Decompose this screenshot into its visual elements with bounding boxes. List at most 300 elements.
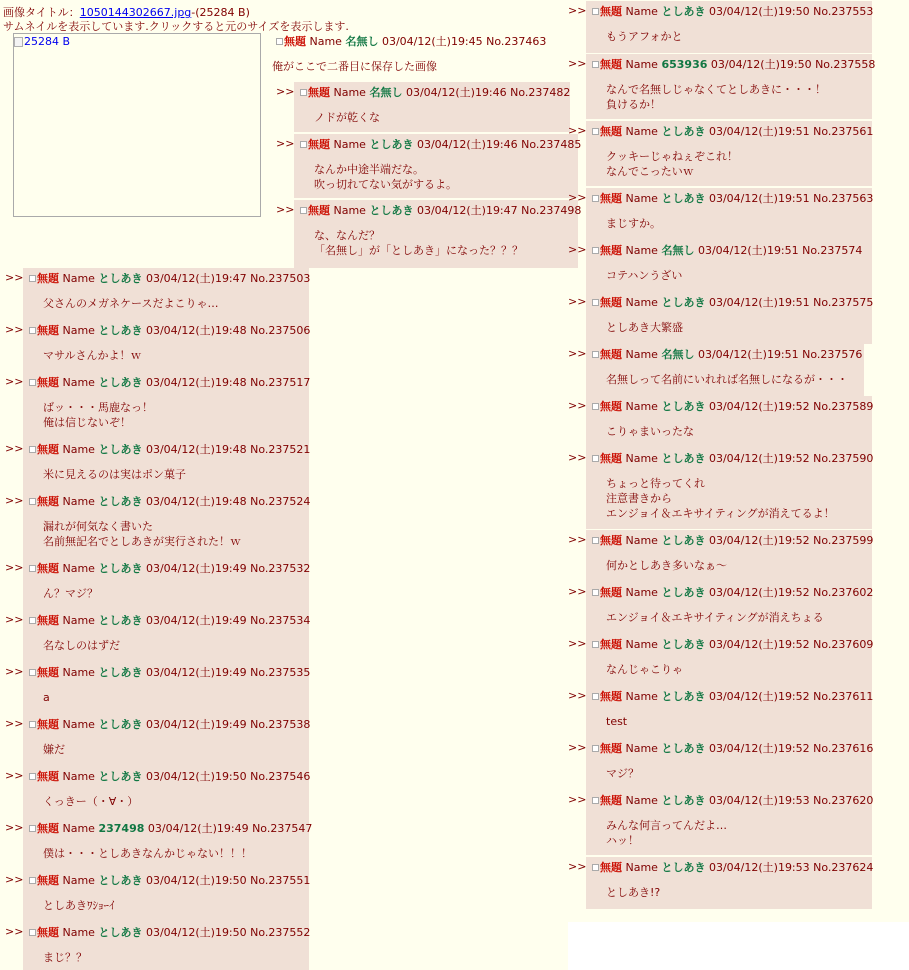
poster-name: としあき — [661, 861, 706, 874]
name-label: Name — [625, 296, 658, 309]
op-post-header — [276, 33, 546, 49]
reply-body-line: 注意書きから — [606, 492, 672, 505]
reply-box — [586, 738, 872, 790]
post-subject: 無題 — [600, 586, 622, 599]
name-label: Name — [625, 742, 658, 755]
image-filename-link[interactable]: 1050144302667.jpg — [79, 6, 192, 19]
reply-header — [592, 295, 874, 311]
post-number[interactable]: No.237538 — [250, 718, 311, 731]
name-label: Name — [62, 874, 95, 887]
reply-marker: >> — [5, 665, 24, 678]
post-date: 03/04/12(土)19:53 — [708, 794, 810, 807]
reply-header — [29, 925, 311, 941]
reply-marker: >> — [5, 375, 24, 388]
post-subject: 無題 — [600, 125, 622, 138]
delete-checkbox[interactable] — [592, 537, 599, 544]
post-subject: 無題 — [600, 742, 622, 755]
reply-body — [592, 149, 866, 179]
delete-checkbox[interactable] — [592, 797, 599, 804]
delete-checkbox[interactable] — [592, 61, 599, 68]
reply-marker: >> — [276, 203, 295, 216]
reply-body-line: 「名無し」が「としあき」になった？？？ — [314, 244, 523, 257]
post-number[interactable]: No.237532 — [250, 562, 311, 575]
delete-checkbox[interactable] — [29, 498, 36, 505]
name-label: Name — [625, 586, 658, 599]
reply-body — [29, 586, 303, 601]
reply-body — [592, 82, 866, 112]
poster-name: としあき — [661, 296, 706, 309]
delete-checkbox[interactable] — [29, 877, 36, 884]
post-subject: 無題 — [600, 861, 622, 874]
post-number[interactable]: No.237517 — [250, 376, 311, 389]
reply-body-line: くっきー（・∀・） — [43, 795, 139, 808]
poster-name: としあき — [661, 742, 706, 755]
reply-header — [29, 821, 313, 837]
delete-checkbox[interactable] — [592, 864, 599, 871]
reply-box — [586, 634, 872, 686]
poster-name: としあき — [98, 874, 143, 887]
post-number[interactable]: No.237547 — [252, 822, 313, 835]
post-subject: 無題 — [600, 58, 622, 71]
delete-checkbox[interactable] — [29, 565, 36, 572]
post-number[interactable]: No.237485 — [521, 138, 582, 151]
name-label: Name — [625, 794, 658, 807]
post-number[interactable]: No.237574 — [802, 244, 863, 257]
poster-name: としあき — [661, 192, 706, 205]
post-number[interactable]: No.237535 — [250, 666, 311, 679]
reply-body-line: 嫌だ — [43, 743, 65, 756]
post-subject: 無題 — [308, 204, 330, 217]
post-number[interactable]: No.237576 — [802, 348, 863, 361]
reply-marker: >> — [568, 57, 587, 70]
reply-header — [592, 451, 874, 467]
name-label: Name — [62, 822, 95, 835]
thumbnail-image[interactable] — [13, 33, 261, 217]
delete-checkbox[interactable] — [29, 825, 36, 832]
reply-marker: >> — [568, 124, 587, 137]
post-number[interactable]: No.237599 — [813, 534, 874, 547]
reply-header — [592, 860, 874, 876]
post-date: 03/04/12(土)19:53 — [708, 861, 810, 874]
delete-checkbox[interactable] — [592, 351, 599, 358]
post-date: 03/04/12(土)19:52 — [708, 742, 810, 755]
reply-marker: >> — [568, 451, 587, 464]
delete-checkbox[interactable] — [592, 8, 599, 15]
delete-checkbox[interactable] — [592, 589, 599, 596]
poster-name: としあき — [661, 534, 706, 547]
post-number[interactable]: No.237611 — [813, 690, 874, 703]
delete-checkbox[interactable] — [29, 446, 36, 453]
reply-body — [592, 268, 866, 283]
name-label: Name — [62, 614, 95, 627]
reply-header — [300, 137, 582, 153]
reply-body-line: なんじゃこりゃ — [606, 663, 683, 676]
reply-marker: >> — [568, 741, 587, 754]
post-date: 03/04/12(土)19:46 — [405, 86, 507, 99]
poster-name: としあき — [661, 690, 706, 703]
post-date: 03/04/12(土)19:49 — [145, 718, 247, 731]
poster-name: としあき — [661, 400, 706, 413]
delete-checkbox[interactable] — [592, 247, 599, 254]
name-label: Name — [625, 192, 658, 205]
name-label: Name — [62, 666, 95, 679]
post-subject: 無題 — [284, 35, 306, 48]
poster-name: 名無し — [661, 244, 695, 257]
reply-box — [23, 870, 309, 922]
poster-name: としあき — [98, 272, 143, 285]
delete-checkbox[interactable] — [29, 617, 36, 624]
reply-marker: >> — [568, 399, 587, 412]
post-date: 03/04/12(土)19:50 — [145, 770, 247, 783]
reply-body — [592, 818, 866, 848]
post-number[interactable]: No.237558 — [815, 58, 876, 71]
post-number[interactable]: No.237482 — [510, 86, 571, 99]
reply-body — [592, 320, 866, 335]
delete-checkbox[interactable] — [29, 721, 36, 728]
reply-body-line: 米に見えるのは実はポン菓子 — [43, 468, 186, 481]
name-label: Name — [62, 770, 95, 783]
reply-box — [294, 134, 582, 198]
reply-body-line: なんか中途半端だな。 — [314, 163, 424, 176]
reply-body-line: まじ？？ — [43, 951, 87, 964]
poster-name: としあき — [661, 5, 706, 18]
poster-name: 名無し — [661, 348, 695, 361]
name-label: Name — [625, 244, 658, 257]
name-label: Name — [309, 35, 342, 48]
reply-body — [29, 846, 303, 861]
reply-body-line: としあきﾜｼｮｰｲ — [43, 899, 115, 912]
post-subject: 無題 — [600, 400, 622, 413]
post-date: 03/04/12(土)19:47 — [416, 204, 518, 217]
reply-marker: >> — [5, 613, 24, 626]
reply-body-line: なんで名無しじゃなくてとしあきに・・・！ — [606, 83, 826, 96]
post-subject: 無題 — [37, 770, 59, 783]
reply-box — [586, 240, 872, 292]
reply-header — [592, 399, 874, 415]
poster-name: 653936 — [661, 58, 708, 71]
reply-body-line: こりゃまいったな — [606, 425, 694, 438]
post-number[interactable]: No.237620 — [813, 794, 874, 807]
reply-body-line: 何かとしあき多いなぁ～ — [606, 559, 727, 572]
delete-checkbox[interactable] — [592, 455, 599, 462]
reply-header — [29, 494, 311, 510]
reply-body — [592, 372, 858, 387]
post-number[interactable]: No.237552 — [250, 926, 311, 939]
thumbnail-notice: サムネイルを表示しています.クリックすると元のサイズを表示します. — [3, 20, 349, 33]
reply-marker: >> — [568, 243, 587, 256]
post-number[interactable]: No.237609 — [813, 638, 874, 651]
post-number[interactable]: No.237616 — [813, 742, 874, 755]
reply-body — [592, 29, 866, 44]
post-number[interactable]: No.237624 — [813, 861, 874, 874]
reply-box — [23, 491, 309, 558]
reply-body — [300, 162, 572, 192]
delete-checkbox[interactable] — [276, 38, 283, 45]
poster-name: 名無し — [345, 35, 379, 48]
name-label: Name — [625, 452, 658, 465]
post-date: 03/04/12(土)19:48 — [145, 324, 247, 337]
post-number[interactable]: No.237575 — [813, 296, 874, 309]
post-subject: 無題 — [37, 718, 59, 731]
poster-name: としあき — [98, 926, 143, 939]
reply-header — [592, 533, 874, 549]
post-number[interactable]: No.237524 — [250, 495, 311, 508]
reply-marker: >> — [5, 442, 24, 455]
delete-checkbox[interactable] — [29, 669, 36, 676]
reply-body — [592, 610, 866, 625]
post-number[interactable]: No.237463 — [486, 35, 547, 48]
post-subject: 無題 — [37, 272, 59, 285]
reply-box — [23, 766, 309, 818]
delete-checkbox[interactable] — [592, 745, 599, 752]
reply-box — [23, 439, 309, 491]
reply-body — [592, 216, 866, 231]
reply-body — [592, 714, 866, 729]
reply-body-line: クッキーじゃねぇぞこれ！ — [606, 150, 738, 163]
delete-checkbox[interactable] — [29, 379, 36, 386]
poster-name: としあき — [369, 204, 414, 217]
reply-box — [586, 396, 872, 448]
post-number[interactable]: No.237553 — [813, 5, 874, 18]
post-date: 03/04/12(土)19:52 — [708, 638, 810, 651]
post-subject: 無題 — [600, 244, 622, 257]
reply-box — [294, 200, 582, 268]
delete-checkbox[interactable] — [592, 195, 599, 202]
blank-area — [568, 922, 909, 970]
name-label: Name — [625, 638, 658, 651]
post-date: 03/04/12(土)19:52 — [708, 690, 810, 703]
name-label: Name — [62, 926, 95, 939]
post-date: 03/04/12(土)19:52 — [708, 400, 810, 413]
reply-body — [592, 476, 866, 521]
reply-box — [586, 344, 864, 396]
reply-header — [29, 613, 311, 629]
post-date: 03/04/12(土)19:52 — [708, 534, 810, 547]
reply-marker: >> — [568, 860, 587, 873]
reply-header — [592, 689, 874, 705]
reply-header — [592, 57, 876, 73]
reply-body-line: ちょっと待ってくれ — [606, 477, 705, 490]
reply-marker: >> — [5, 271, 24, 284]
delete-checkbox[interactable] — [300, 141, 307, 148]
reply-marker: >> — [5, 821, 24, 834]
reply-body-line: 負けるか！ — [606, 98, 661, 111]
reply-body-line: マジ？ — [606, 767, 639, 780]
post-date: 03/04/12(土)19:51 — [708, 296, 810, 309]
post-date: 03/04/12(土)19:51 — [697, 244, 799, 257]
post-date: 03/04/12(土)19:46 — [416, 138, 518, 151]
delete-checkbox[interactable] — [592, 403, 599, 410]
reply-marker: >> — [5, 717, 24, 730]
reply-marker: >> — [276, 137, 295, 150]
name-label: Name — [625, 534, 658, 547]
post-subject: 無題 — [37, 376, 59, 389]
poster-name: としあき — [661, 452, 706, 465]
post-subject: 無題 — [37, 666, 59, 679]
reply-header — [592, 4, 874, 20]
poster-name: としあき — [98, 666, 143, 679]
reply-box — [294, 82, 570, 132]
post-date: 03/04/12(土)19:49 — [145, 614, 247, 627]
reply-body — [29, 690, 303, 705]
reply-box — [586, 582, 872, 634]
delete-checkbox[interactable] — [592, 128, 599, 135]
delete-checkbox[interactable] — [29, 773, 36, 780]
image-title-label: 画像タイトル： — [3, 6, 80, 19]
poster-name: としあき — [98, 770, 143, 783]
name-label: Name — [625, 861, 658, 874]
reply-marker: >> — [5, 561, 24, 574]
reply-box — [586, 530, 872, 582]
post-number[interactable]: No.237498 — [521, 204, 582, 217]
reply-body-line: まじすか。 — [606, 217, 661, 230]
reply-marker: >> — [568, 4, 587, 17]
post-date: 03/04/12(土)19:51 — [708, 125, 810, 138]
post-date: 03/04/12(土)19:51 — [697, 348, 799, 361]
post-subject: 無題 — [37, 324, 59, 337]
reply-body-line: 漏れが何気なく書いた — [43, 520, 153, 533]
reply-box — [23, 662, 309, 714]
reply-header — [29, 323, 311, 339]
post-subject: 無題 — [37, 562, 59, 575]
delete-checkbox[interactable] — [592, 693, 599, 700]
reply-header — [29, 717, 311, 733]
reply-marker: >> — [568, 637, 587, 650]
name-label: Name — [62, 443, 95, 456]
reply-body-line: 僕は・・・としあきなんかじゃない！！！ — [43, 847, 252, 860]
reply-body — [592, 558, 866, 573]
post-number[interactable]: No.237521 — [250, 443, 311, 456]
name-label: Name — [62, 324, 95, 337]
reply-body-line: 吹っ切れてない気がするよ。 — [314, 178, 457, 191]
post-subject: 無題 — [37, 874, 59, 887]
post-number[interactable]: No.237590 — [813, 452, 874, 465]
reply-body-line: 名なしのはずだ — [43, 639, 120, 652]
reply-box — [586, 292, 872, 344]
post-number[interactable]: No.237589 — [813, 400, 874, 413]
reply-body-line: ん？マジ？ — [43, 587, 98, 600]
delete-checkbox[interactable] — [592, 641, 599, 648]
reply-body-line: 俺は信じないぞ！ — [43, 416, 131, 429]
reply-marker: >> — [568, 585, 587, 598]
delete-checkbox[interactable] — [300, 207, 307, 214]
broken-image-icon — [14, 37, 23, 47]
name-label: Name — [333, 204, 366, 217]
post-date: 03/04/12(土)19:50 — [145, 926, 247, 939]
reply-body — [29, 348, 303, 363]
reply-box — [23, 558, 309, 610]
post-number[interactable]: No.237563 — [813, 192, 874, 205]
post-number[interactable]: No.237561 — [813, 125, 874, 138]
reply-header — [29, 665, 311, 681]
post-number[interactable]: No.237534 — [250, 614, 311, 627]
post-subject: 無題 — [600, 348, 622, 361]
post-date: 03/04/12(土)19:48 — [145, 376, 247, 389]
reply-box — [23, 714, 309, 766]
name-label: Name — [625, 400, 658, 413]
post-date: 03/04/12(土)19:47 — [145, 272, 247, 285]
name-label: Name — [625, 5, 658, 18]
reply-body-line: test — [606, 715, 628, 728]
reply-body-line: な、なんだ？ — [314, 229, 380, 242]
reply-body — [592, 424, 866, 439]
reply-body-line: ハッ！ — [606, 834, 639, 847]
reply-marker: >> — [5, 769, 24, 782]
post-date: 03/04/12(土)19:48 — [145, 443, 247, 456]
reply-box — [23, 320, 309, 372]
delete-checkbox[interactable] — [592, 299, 599, 306]
reply-body — [29, 519, 303, 549]
post-number[interactable]: No.237551 — [250, 874, 311, 887]
post-subject: 無題 — [600, 638, 622, 651]
poster-name: としあき — [98, 614, 143, 627]
delete-checkbox[interactable] — [29, 929, 36, 936]
reply-header — [29, 561, 311, 577]
post-number[interactable]: No.237546 — [250, 770, 311, 783]
reply-marker: >> — [568, 533, 587, 546]
reply-body-line: としあき!? — [606, 886, 661, 899]
reply-box — [23, 372, 309, 439]
reply-header — [592, 585, 874, 601]
reply-header — [592, 637, 874, 653]
reply-body-line: 父さんのメガネケースだよこりゃ… — [43, 297, 219, 310]
reply-body — [29, 296, 303, 311]
post-number[interactable]: No.237503 — [250, 272, 311, 285]
poster-name: としあき — [661, 586, 706, 599]
post-number[interactable]: No.237602 — [813, 586, 874, 599]
post-date: 03/04/12(土)19:52 — [708, 586, 810, 599]
post-subject: 無題 — [600, 534, 622, 547]
reply-body-line: もうアフォかと — [606, 30, 683, 43]
reply-header — [592, 191, 874, 207]
name-label: Name — [625, 348, 658, 361]
reply-body-line: コテハンうざい — [606, 269, 683, 282]
delete-checkbox[interactable] — [300, 89, 307, 96]
post-subject: 無題 — [37, 495, 59, 508]
thumbnail-alt — [14, 35, 70, 48]
reply-marker: >> — [5, 494, 24, 507]
name-label: Name — [62, 272, 95, 285]
post-date: 03/04/12(土)19:52 — [708, 452, 810, 465]
delete-checkbox[interactable] — [29, 275, 36, 282]
post-date: 03/04/12(土)19:50 — [145, 874, 247, 887]
post-subject: 無題 — [600, 5, 622, 18]
post-subject: 無題 — [308, 138, 330, 151]
reply-box — [23, 818, 313, 870]
post-subject: 無題 — [37, 822, 59, 835]
reply-header — [29, 442, 311, 458]
post-date: 03/04/12(土)19:45 — [381, 35, 483, 48]
name-label: Name — [625, 58, 658, 71]
poster-name: としあき — [98, 324, 143, 337]
post-subject: 無題 — [600, 452, 622, 465]
reply-header — [592, 793, 874, 809]
reply-header — [592, 243, 866, 259]
reply-body-line: マサルさんかよ！ｗ — [43, 349, 142, 362]
post-number[interactable]: No.237506 — [250, 324, 311, 337]
reply-header — [592, 347, 863, 363]
reply-body-line: ばッ・・・馬鹿なっ！ — [43, 401, 153, 414]
reply-body — [592, 766, 866, 781]
thumbnail-alt-text: 25284 B — [24, 35, 71, 48]
name-label: Name — [62, 495, 95, 508]
poster-name: としあき — [98, 495, 143, 508]
reply-header — [29, 271, 311, 287]
reply-body-line: エンジョイ＆エキサイティングが消えちょる — [606, 611, 824, 624]
reply-box — [586, 54, 876, 119]
post-subject: 無題 — [37, 614, 59, 627]
delete-checkbox[interactable] — [29, 327, 36, 334]
